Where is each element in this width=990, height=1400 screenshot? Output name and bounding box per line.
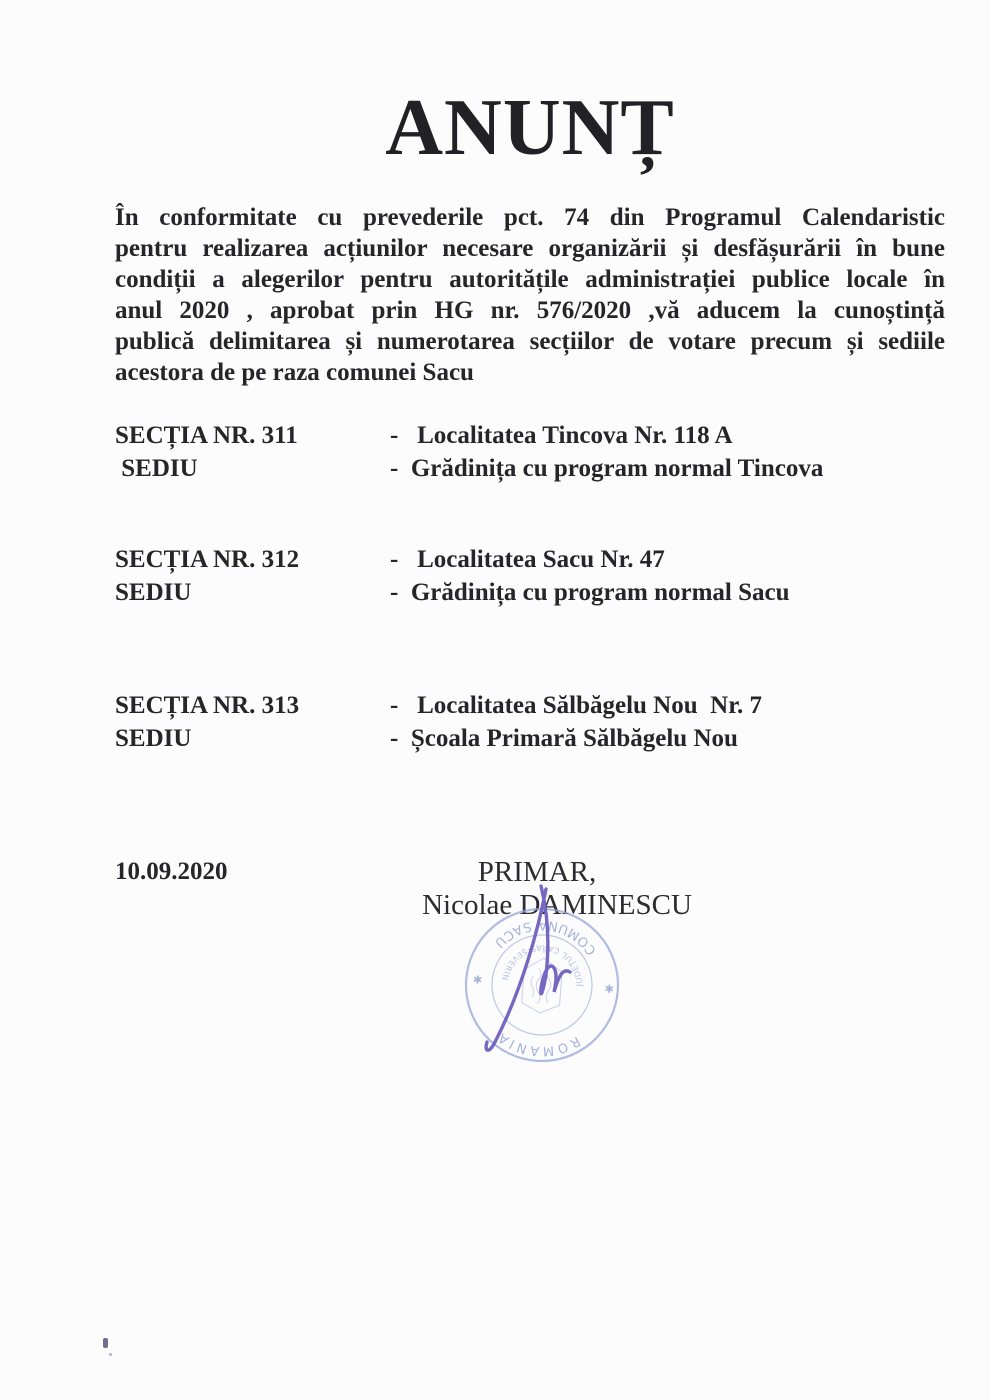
signer-name: Nicolae DAMINESCU bbox=[422, 889, 692, 921]
signer-title: PRIMAR, bbox=[477, 856, 597, 888]
intro-line: condiții a alegerilor pentru autoritățile administrației publice locale în bbox=[115, 266, 945, 293]
section-location-value: - Localitatea Tincova Nr. 118 A bbox=[390, 422, 733, 449]
document-content bbox=[115, 0, 945, 936]
intro-line: pentru realizarea acțiunilor necesare organizării și desfășurării în bune bbox=[115, 235, 945, 262]
section-location-value: - Localitatea Sălbăgelu Nou Nr. 7 bbox=[390, 692, 762, 719]
voting-section-312 bbox=[115, 543, 945, 609]
intro-line: publică delimitarea și numerotarea secțiilor de votare precum și sediile bbox=[115, 328, 945, 355]
section-venue-value: - Școala Primară Sălbăgelu Nou bbox=[390, 725, 738, 752]
signature-stroke-main bbox=[486, 889, 546, 1050]
voting-section-313 bbox=[115, 689, 945, 755]
intro-line: anul 2020 , aprobat prin HG nr. 576/2020 ,vă aducem la cunoștință bbox=[115, 297, 945, 324]
sediu-label: SEDIU bbox=[115, 579, 192, 606]
section-venue-value: - Grădinița cu program normal Tincova bbox=[390, 455, 824, 482]
signature-stroke-loop bbox=[541, 886, 570, 994]
stamp-ring-text-judet: JUDEȚUL CARAȘ-SEVERIN bbox=[500, 942, 585, 987]
section-number-label: SECȚIA NR. 313 bbox=[115, 692, 300, 719]
stamp-ring-text-romania: ROMANIA bbox=[493, 1027, 583, 1059]
voting-section-311 bbox=[115, 419, 945, 485]
section-venue-value: - Grădinița cu program normal Sacu bbox=[390, 579, 790, 606]
page-title: ANUNȚ bbox=[385, 84, 675, 172]
intro-line: În conformitate cu prevederile pct. 74 din Programul Calendaristic bbox=[115, 204, 945, 231]
stamp-star-right: ✱ bbox=[472, 972, 483, 985]
stamp-ring-text-comuna: COMUNA SACU bbox=[489, 916, 600, 958]
sediu-label: SEDIU bbox=[115, 455, 198, 482]
ink-speck bbox=[103, 1338, 108, 1348]
signature bbox=[450, 878, 640, 1068]
document-date: 10.09.2020 bbox=[115, 858, 228, 885]
section-location-value: - Localitatea Sacu Nr. 47 bbox=[390, 546, 665, 573]
intro-paragraph bbox=[115, 202, 945, 388]
sediu-label: SEDIU bbox=[115, 725, 192, 752]
signature-svg bbox=[450, 878, 640, 1068]
section-number-label: SECȚIA NR. 312 bbox=[115, 546, 300, 573]
ink-speck bbox=[109, 1353, 112, 1356]
section-number-label: SECȚIA NR. 311 bbox=[115, 422, 298, 449]
stamp-star-left: ✱ bbox=[604, 981, 615, 995]
intro-line: acestora de pe raza comunei Sacu bbox=[115, 359, 474, 386]
